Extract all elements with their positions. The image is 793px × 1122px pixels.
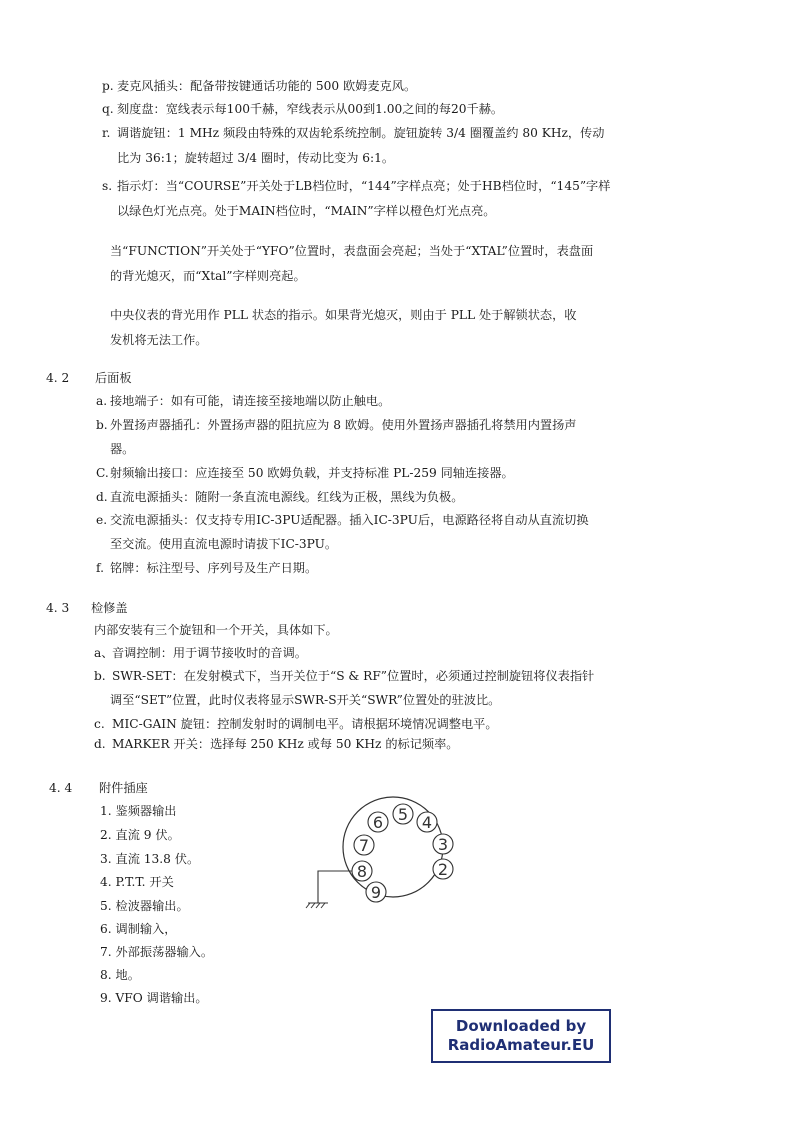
svg-text:9: 9 <box>370 883 382 902</box>
front-item-text: 调谐旋钮：1 MHz 频段由特殊的双齿轮系统控制。旋钮旋转 3/4 圈覆盖约 80 KHz，传动 <box>117 126 605 140</box>
pin-list-item: 3. 直流 13.8 伏。 <box>100 852 200 866</box>
svg-text:2: 2 <box>437 860 449 879</box>
rear-item-text: 外置扬声器插孔：外置扬声器的阻抗应为 8 欧姆。使用外置扬声器插孔将禁用内置扬声 <box>110 418 577 432</box>
svg-text:6: 6 <box>372 813 384 832</box>
service-item-text-cont: 调至“SET”位置，此时仪表将显示SWR-S开关“SWR”位置处的驻波比。 <box>110 693 501 707</box>
service-item-text: 音调控制：用于调节接收时的音调。 <box>112 646 307 660</box>
front-item-marker: p. <box>102 79 114 93</box>
pin-list-item: 9. VFO 调谐输出。 <box>100 991 208 1005</box>
pin-list-item: 5. 检波器输出。 <box>100 899 189 913</box>
paragraph-line: 当“FUNCTION”开关处于“YFO”位置时，表盘面会亮起；当处于“XTAL”位置时，表盘面 <box>110 244 594 258</box>
front-item-text-cont: 以绿色灯光点亮。处于MAIN档位时，“MAIN”字样以橙色灯光点亮。 <box>117 204 496 218</box>
section-intro: 内部安装有三个旋钮和一个开关，具体如下。 <box>94 623 338 637</box>
front-item-text-cont: 比为 36:1；旋转超过 3/4 圈时，传动比变为 6:1。 <box>117 151 395 165</box>
svg-text:5: 5 <box>397 805 409 824</box>
service-item-text: SWR-SET：在发射模式下，当开关位于“S & RF”位置时，必须通过控制旋钮将仪表指针 <box>112 669 595 683</box>
socket-pin-4 <box>417 812 437 832</box>
socket-pin-6 <box>368 812 388 832</box>
svg-text:3: 3 <box>437 835 449 854</box>
pin-list-item: 4. P.T.T. 开关 <box>100 875 174 889</box>
pin-list-item: 2. 直流 9 伏。 <box>100 828 180 842</box>
front-item-marker: q. <box>102 102 114 116</box>
service-item-text: MARKER 开关：选择每 250 KHz 或每 50 KHz 的标记频率。 <box>112 737 459 751</box>
section-title: 后面板 <box>95 371 132 385</box>
socket-pin-8 <box>352 861 372 881</box>
service-item-marker: b. <box>94 669 106 683</box>
rear-item-marker: d. <box>96 490 108 504</box>
rear-item-text: 铭牌：标注型号、序列号及生产日期。 <box>110 561 318 575</box>
pin-list-item: 1. 鉴频器输出 <box>100 804 177 818</box>
service-item-marker: c. <box>94 717 105 731</box>
pin-list-item: 6. 调制输入， <box>100 922 177 936</box>
front-item-marker: s. <box>102 179 113 193</box>
svg-text:4: 4 <box>421 813 433 832</box>
badge-line-1: Downloaded by <box>455 1017 587 1035</box>
socket-pin-5 <box>393 804 413 824</box>
section-number: 4. 3 <box>46 601 70 615</box>
service-item-marker: a、 <box>94 646 114 660</box>
badge-line-2: RadioAmateur.EU <box>447 1036 595 1054</box>
rear-item-text: 接地端子：如有可能，请连接至接地端以防止触电。 <box>110 394 391 408</box>
rear-item-marker: a. <box>96 394 108 408</box>
svg-text:8: 8 <box>356 862 368 881</box>
section-title: 附件插座 <box>99 781 148 795</box>
rear-item-text: 直流电源插头：随附一条直流电源线。红线为正极，黑线为负极。 <box>110 490 464 504</box>
pin-list-item: 7. 外部振荡器输入。 <box>100 945 214 959</box>
rear-item-text-cont: 器。 <box>110 442 135 456</box>
socket-pin-7 <box>354 835 374 855</box>
front-item-text: 刻度盘：宽线表示每100千赫，窄线表示从00到1.00之间的每20千赫。 <box>117 102 504 116</box>
socket-pin-2 <box>433 859 453 879</box>
rear-item-marker: b. <box>96 418 108 432</box>
service-item-text: MIC-GAIN 旋钮：控制发射时的调制电平。请根据环境情况调整电平。 <box>112 717 498 731</box>
rear-item-marker: C. <box>96 466 109 480</box>
section-title: 检修盖 <box>91 601 128 615</box>
accessory-socket-diagram <box>300 795 470 915</box>
rear-item-text-cont: 至交流。使用直流电源时请拔下IC-3PU。 <box>110 537 338 551</box>
rear-item-text: 射频输出接口：应连接至 50 欧姆负载，并支持标准 PL-259 同轴连接器。 <box>110 466 514 480</box>
paragraph-line: 发机将无法工作。 <box>110 333 208 347</box>
svg-text:7: 7 <box>358 836 370 855</box>
rear-item-marker: f. <box>96 561 104 575</box>
service-item-marker: d. <box>94 737 106 751</box>
paragraph-line: 中央仪表的背光用作 PLL 状态的指示。如果背光熄灭，则由于 PLL 处于解锁状态，收 <box>110 308 577 322</box>
download-badge <box>431 1009 611 1063</box>
paragraph-line: 的背光熄灭，而“Xtal”字样则亮起。 <box>110 269 306 283</box>
section-number: 4. 2 <box>46 371 70 385</box>
front-item-text: 指示灯：当“COURSE”开关处于LB档位时，“144”字样点亮；处于HB档位时，“145”字样 <box>117 179 611 193</box>
socket-pin-3 <box>433 834 453 854</box>
pin-list-item: 8. 地。 <box>100 968 140 982</box>
rear-item-marker: e. <box>96 513 108 527</box>
socket-pin-9 <box>366 882 386 902</box>
front-item-text: 麦克风插头：配备带按键通话功能的 500 欧姆麦克风。 <box>117 79 417 93</box>
section-number: 4. 4 <box>49 781 73 795</box>
rear-item-text: 交流电源插头：仅支持专用IC-3PU适配器。插入IC-3PU后，电源路径将自动从直流切换 <box>110 513 589 527</box>
ground-symbol <box>306 871 352 908</box>
front-item-marker: r. <box>102 126 111 140</box>
